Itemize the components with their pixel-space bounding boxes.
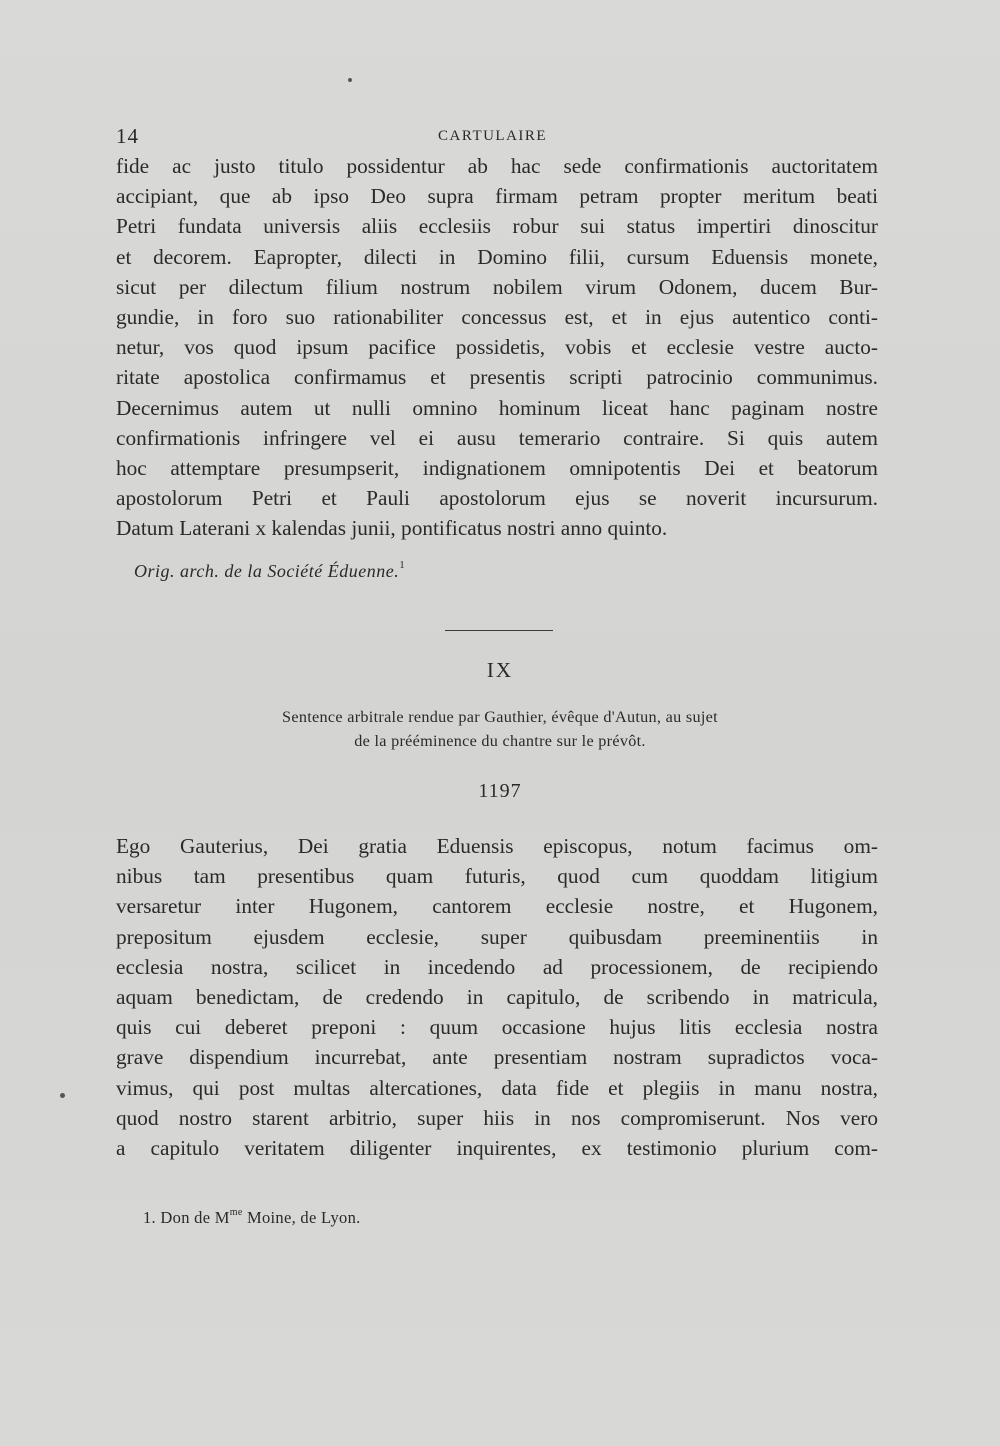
- section-summary: [160, 705, 840, 753]
- page-number: 14: [116, 124, 139, 148]
- charter-text: [116, 831, 878, 1163]
- text-line: versaretur inter Hugonem, cantorem ecclesie nostre, et Hugonem,: [116, 894, 878, 919]
- text-line: Decernimus autem ut nulli omnino hominum liceat hanc paginam nostre: [116, 395, 878, 420]
- footnote-superscript: me: [229, 1207, 243, 1218]
- text-line: a capitulo veritatem diligenter inquirentes, ex testimonio plurium com-: [116, 1136, 878, 1161]
- text-line: ecclesia nostra, scilicet in incedendo ad processionem, de recipiendo: [116, 954, 878, 979]
- page-header: [116, 118, 876, 148]
- source-note: [134, 561, 405, 582]
- summary-line: de la prééminence du chantre sur le prévôt.: [354, 732, 646, 750]
- running-title: CARTULAIRE: [438, 128, 548, 144]
- footnote: [143, 1208, 361, 1228]
- source-note-text: Orig. arch. de la Société Éduenne.: [134, 561, 400, 581]
- text-line: fide ac justo titulo possidentur ab hac sede confirmationis auctoritatem: [116, 154, 878, 178]
- text-line: prepositum ejusdem ecclesie, super quibusdam preeminentiis in: [116, 924, 878, 949]
- text-line: Petri fundata universis aliis ecclesiis robur sui status impertiri dinoscitur: [116, 214, 878, 239]
- footnote-text-after: Moine, de Lyon.: [242, 1208, 361, 1227]
- footnote-number: 1.: [143, 1208, 156, 1227]
- text-line: netur, vos quod ipsum pacifice possidetis, vobis et ecclesie vestre aucto-: [116, 335, 878, 360]
- section-date: 1197: [478, 780, 522, 802]
- text-line: vimus, qui post multas altercationes, data fide et plegiis in manu nostra,: [116, 1075, 878, 1100]
- text-line: gundie, in foro suo rationabiliter concessus est, et in ejus autentico conti-: [116, 305, 878, 330]
- text-line: accipiant, que ab ipso Deo supra firmam petram propter meritum beati: [116, 184, 878, 209]
- text-line: ritate apostolica confirmamus et presentis scripti patrocinio communimus.: [116, 365, 878, 390]
- text-line: aquam benedictam, de credendo in capitulo, de scribendo in matricula,: [116, 985, 878, 1010]
- section-separator: [445, 630, 553, 631]
- paper-speck: [348, 78, 352, 82]
- text-line: confirmationis infringere vel ei ausu temerario contraire. Si quis autem: [116, 425, 878, 450]
- section-number: IX: [486, 658, 514, 682]
- text-line: Ego Gauterius, Dei gratia Eduensis episcopus, notum facimus om-: [116, 834, 878, 858]
- text-line: nibus tam presentibus quam futuris, quod cum quoddam litigium: [116, 864, 878, 889]
- charter-text-continued: [116, 151, 878, 544]
- text-line: quod nostro starent arbitrio, super hiis in nos compromiserunt. Nos vero: [116, 1105, 878, 1130]
- footnote-marker: 1: [399, 559, 406, 571]
- text-line: sicut per dilectum filium nostrum nobilem virum Odonem, ducem Bur-: [116, 274, 878, 299]
- text-line: Datum Laterani x kalendas junii, pontificatus nostri anno quinto.: [116, 516, 668, 541]
- summary-line: Sentence arbitrale rendue par Gauthier, évêque d'Autun, au sujet: [282, 708, 718, 726]
- text-line: hoc attemptare presumpserit, indignationem omnipotentis Dei et beatorum: [116, 456, 878, 481]
- paper-speck: [60, 1093, 65, 1098]
- text-line: et decorem. Eapropter, dilecti in Domino filii, cursum Eduensis monete,: [116, 244, 878, 269]
- footnote-text-before: Don de M: [160, 1208, 230, 1227]
- text-line: grave dispendium incurrebat, ante presentiam nostram supradictos voca-: [116, 1045, 878, 1070]
- text-line: apostolorum Petri et Pauli apostolorum ejus se noverit incursurum.: [116, 486, 878, 511]
- text-line: quis cui deberet preponi : quum occasione hujus litis ecclesia nostra: [116, 1015, 878, 1040]
